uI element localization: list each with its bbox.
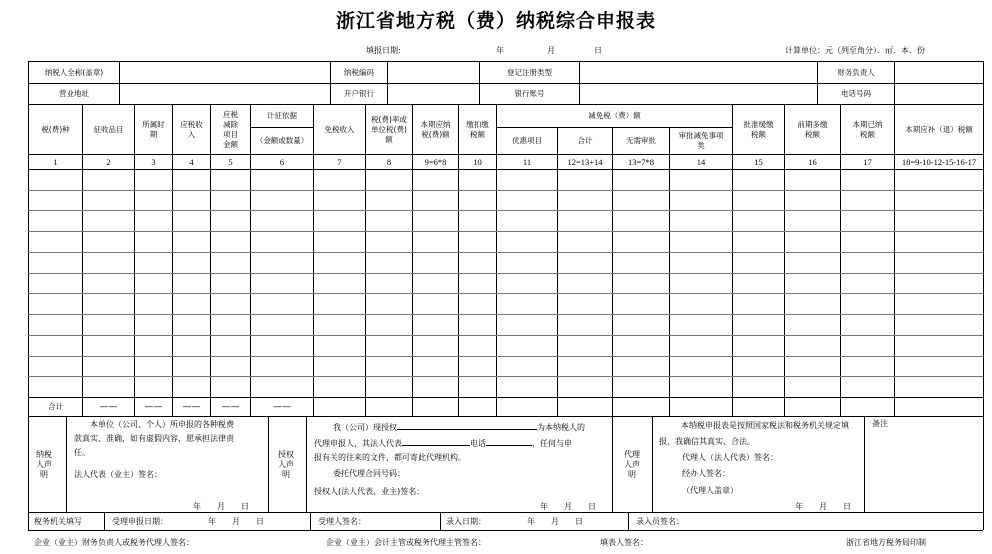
agent-date: 年 月 日 (795, 502, 851, 511)
header-basis: 计征依据 (267, 111, 297, 120)
header-subtotal: 合计 (577, 136, 593, 145)
header-period: 所属时期 (142, 119, 165, 139)
remarks-label: 备注 (872, 419, 888, 428)
agent-decl-label: 代理人声明 (624, 450, 640, 479)
total-label: 合计 (48, 401, 63, 411)
agent-handler-sign: 经办人签名： (682, 469, 730, 478)
taxpayer-decl-text: 本单位（公司、个人）所申报的各种税费款真实、准确，如有虚假内容，愿承担法律责任。 (74, 420, 234, 457)
auth-phone-field[interactable] (486, 436, 532, 446)
agent-seal: （代理人盖章） (682, 486, 738, 495)
header-no-approval: 无需审批 (626, 136, 656, 145)
grid-line (28, 293, 983, 294)
taxpayer-name-label: 纳税人全称(盖章) (44, 67, 104, 77)
grid-line (28, 376, 983, 377)
auth-line3: 报有关的往来的文件，都可寄此代理机构。 (314, 453, 466, 462)
column-number: 17 (863, 157, 872, 167)
header-paid: 本期已纳税额 (852, 119, 883, 139)
column-number: 6 (279, 157, 285, 167)
grid-line (28, 530, 983, 531)
column-number: 12=13+14 (567, 157, 603, 167)
tax-code-label: 纳税编码 (344, 67, 374, 77)
column-number: 2 (106, 157, 111, 167)
footer-filler-sign: 填表人签名： (600, 538, 648, 547)
header-taxable-income: 应税收入 (180, 119, 203, 139)
phone-label: 电话号码 (841, 89, 871, 98)
header-exempt-income: 免税收入 (324, 124, 355, 134)
header-reduction: 减免税（费）额 (588, 111, 641, 120)
grid-line (612, 416, 613, 512)
auth-rep-field[interactable] (402, 436, 470, 446)
auth-agent-field[interactable] (397, 420, 537, 430)
bank-label: 开户银行 (344, 89, 374, 98)
header-overpaid: 前期多缴税额 (797, 119, 828, 139)
auth-line1: 我（公司）现授权 为本纳税人的 (333, 420, 585, 433)
grid-line (268, 416, 269, 512)
account-field[interactable] (580, 84, 793, 104)
grid-line (28, 356, 983, 357)
form-title: 浙江省地方税（费）纳税综合申报表 (335, 10, 656, 32)
fill-date-label: 填报日期: (366, 46, 401, 55)
finance-head-field[interactable] (895, 62, 983, 83)
entry-date-label: 录入日期： (446, 517, 486, 526)
entry-person-sign: 录入员签名： (636, 517, 684, 526)
fill-date-day: 日 (594, 46, 602, 55)
column-number: 4 (189, 157, 194, 167)
grid-line (28, 416, 983, 417)
agent-decl-text: 本纳税申报表是按照国家税法和税务机关规定填报，我确信其真实、合法。 (659, 421, 849, 446)
header-preference: 优惠项目 (512, 136, 542, 145)
header-tax-type: 税(费)种 (41, 124, 70, 134)
office-label: 税务机关填写 (34, 517, 82, 526)
auth-sign: 授权人(法人代表、业主)签名： (314, 487, 425, 496)
taxpayer-sign: 法人代表（业主）签名： (74, 470, 162, 479)
column-number: 7 (337, 157, 342, 167)
auth-decl-label: 授权人声明 (278, 450, 294, 479)
grid-line (28, 273, 983, 274)
footer-finance-sign: 企业（业主）财务负责人或税务代理人签名： (34, 538, 194, 547)
taxpayer-name-field[interactable] (120, 62, 330, 83)
fill-date-month: 月 (547, 46, 555, 55)
header-approval: 审批减免事项类 (678, 131, 724, 150)
total-dash: —— (99, 401, 118, 412)
agent-rep-sign: 代理人（法人代表）签名： (682, 453, 778, 462)
column-number: 11 (522, 157, 532, 167)
phone-field[interactable] (895, 84, 983, 104)
column-number: 16 (808, 157, 817, 167)
grid-line (440, 512, 441, 530)
header-deferred: 批准缓缴税额 (743, 119, 774, 139)
taxpayer-decl-label: 纳税人声明 (36, 450, 52, 479)
footer-printer: 浙江省地方税务局印制 (846, 538, 926, 547)
grid-line (28, 190, 983, 191)
grid-line (864, 416, 865, 512)
entry-date-ymd: 年 月 日 (527, 517, 583, 526)
column-number: 1 (53, 157, 58, 167)
grid-line (28, 512, 983, 513)
grid-line (983, 61, 984, 530)
grid-line (652, 416, 653, 512)
total-dash: —— (182, 401, 201, 412)
grid-line (104, 512, 105, 530)
bank-field[interactable] (388, 84, 479, 104)
column-number: 18=9-10-12-15-16-17 (901, 157, 977, 167)
tax-code-field[interactable] (388, 62, 479, 83)
reg-type-label: 登记注册类型 (507, 67, 552, 77)
column-number: 9=6*8 (424, 157, 447, 167)
accept-date-label: 受理申报日期： (112, 517, 168, 526)
total-dash: —— (144, 401, 163, 412)
accept-date-ymd: 年 月 日 (208, 517, 264, 526)
reg-type-field[interactable] (580, 62, 793, 83)
column-number: 8 (386, 157, 392, 167)
header-payable: 本期应纳税(费)额 (420, 119, 451, 139)
auth-contract: 委托代理合同号码： (333, 469, 405, 478)
grid-line (66, 416, 67, 512)
grid-line (28, 314, 983, 315)
header-basis-sub: （金额或数量） (255, 136, 309, 145)
header-withheld: 缴扣缴税额 (466, 119, 489, 139)
taxpayer-date: 年 月 日 (193, 502, 249, 511)
footer-accounting-sign: 企业（业主）会计主管或税务代理主管签名： (326, 538, 486, 547)
header-balance: 本期应补（退）税额 (905, 124, 973, 134)
unit-note: 计算单位：元（列至角分）．㎡．本．份 (785, 46, 925, 55)
total-dash: —— (273, 401, 291, 412)
header-rate: 税(费)率或单位税(费)额 (371, 114, 407, 144)
grid-line (28, 210, 983, 211)
auth-line2: 代理申报人，其法人代表 电话 ，任何与申 (314, 436, 572, 449)
column-number: 5 (228, 157, 233, 167)
acceptor-sign: 受理人签名： (318, 517, 366, 526)
finance-head-label: 财务负责人 (837, 67, 875, 77)
address-label: 营业地址 (59, 89, 89, 98)
column-number: 14 (696, 157, 706, 167)
header-item: 征收品目 (93, 124, 124, 134)
grid-line (28, 252, 983, 253)
column-number: 3 (151, 157, 156, 167)
grid-line (28, 335, 983, 336)
total-dash: —— (221, 401, 240, 412)
account-label: 银行账号 (514, 89, 545, 98)
column-number: 15 (754, 157, 763, 167)
column-number: 13=7*8 (627, 157, 655, 167)
fill-date-year: 年 (496, 46, 504, 55)
grid-line (310, 512, 311, 530)
header-deduction: 应税减除项目金额 (223, 109, 238, 149)
column-number: 10 (473, 157, 482, 167)
auth-date: 年 月 日 (540, 502, 596, 511)
grid-line (628, 512, 629, 530)
grid-line (28, 231, 983, 232)
address-field[interactable] (120, 84, 330, 104)
grid-line (306, 416, 307, 512)
